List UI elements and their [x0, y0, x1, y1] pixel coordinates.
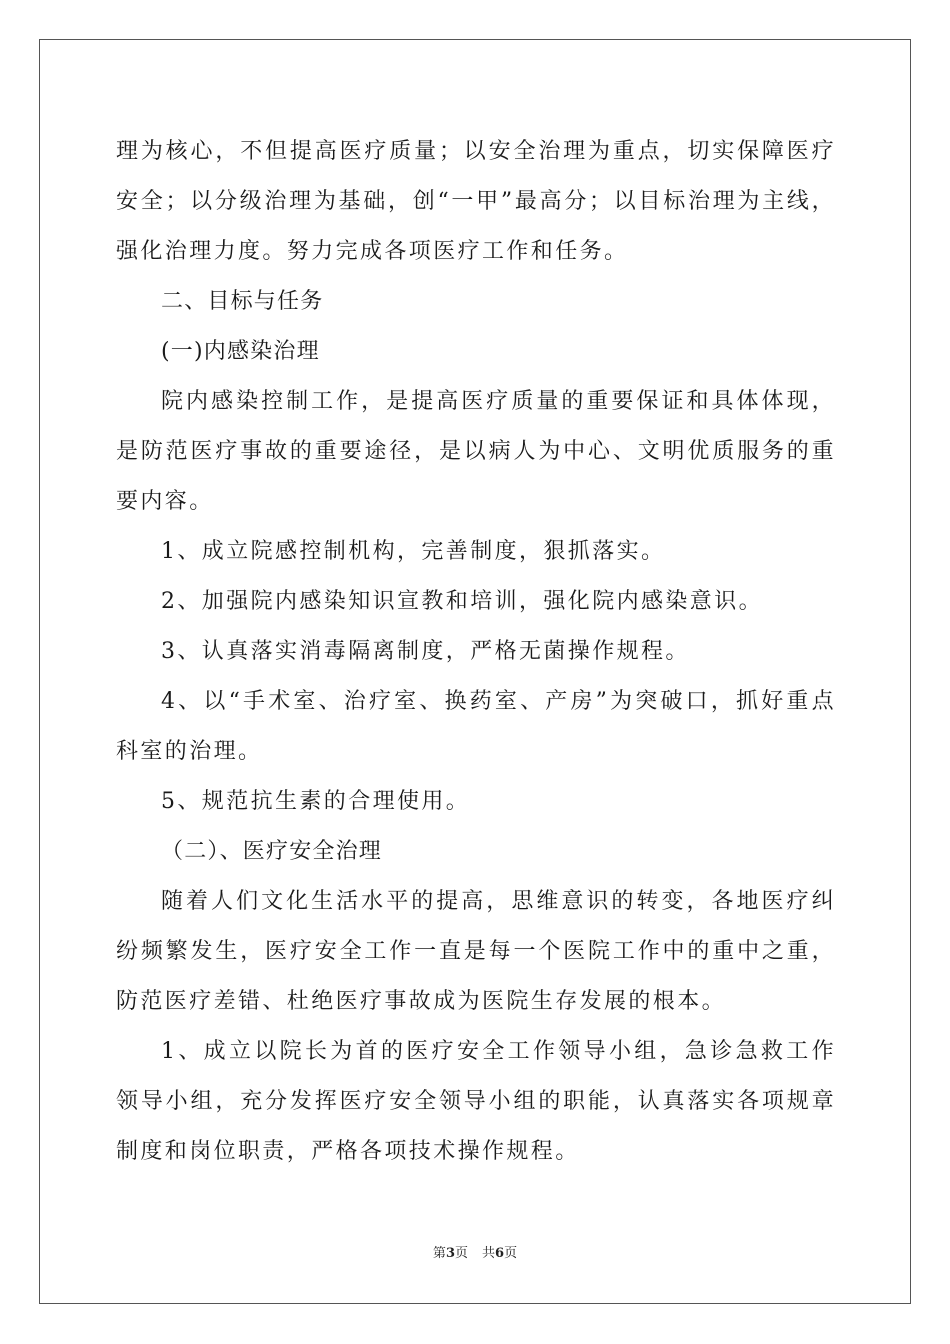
- page-number: 3: [445, 1246, 455, 1261]
- list-item-infection-5: 5、规范抗生素的合理使用。: [161, 789, 471, 814]
- list-item-infection-4: 4、以“手术室、治疗室、换药室、产房”为突破口，抓好重点科室的治理。: [116, 689, 836, 764]
- section-heading-goals: 二、目标与任务: [161, 289, 324, 314]
- total-pages-suffix: 页: [504, 1246, 518, 1261]
- total-pages: 6: [495, 1246, 505, 1261]
- paragraph-infection-intro: 院内感染控制工作，是提高医疗质量的重要保证和具体体现，是防范医疗事故的重要途径，是以病人为中心、文明优质服务的重要内容。: [116, 389, 836, 514]
- list-item-infection-3: 3、认真落实消毒隔离制度，严格无菌操作规程。: [161, 639, 690, 664]
- subsection-heading-safety: （二）、医疗安全治理: [161, 839, 383, 864]
- total-pages-prefix: 共: [482, 1246, 496, 1261]
- page-footer: [0, 1244, 950, 1264]
- subsection-heading-infection: (一)内感染治理: [161, 339, 320, 364]
- list-item-safety-1: 1、成立以院长为首的医疗安全工作领导小组，急诊急救工作领导小组，充分发挥医疗安全领导小组的职能，认真落实各项规章制度和岗位职责，严格各项技术操作规程。: [116, 1039, 836, 1164]
- paragraph-continuation: 理为核心，不但提高医疗质量；以安全治理为重点，切实保障医疗安全；以分级治理为基础，创“一甲”最高分；以目标治理为主线，强化治理力度。努力完成各项医疗工作和任务。: [116, 139, 836, 264]
- paragraph-safety-intro: 随着人们文化生活水平的提高，思维意识的转变，各地医疗纠纷频繁发生，医疗安全工作一直是每一个医院工作中的重中之重，防范医疗差错、杜绝医疗事故成为医院生存发展的根本。: [116, 889, 836, 1014]
- document-body: [116, 127, 836, 1177]
- list-item-infection-2: 2、加强院内感染知识宣教和培训，强化院内感染意识。: [161, 589, 763, 614]
- list-item-infection-1: 1、成立院感控制机构，完善制度，狠抓落实。: [161, 539, 666, 564]
- page-number-prefix: 第: [432, 1246, 446, 1261]
- page-number-suffix: 页: [454, 1246, 468, 1261]
